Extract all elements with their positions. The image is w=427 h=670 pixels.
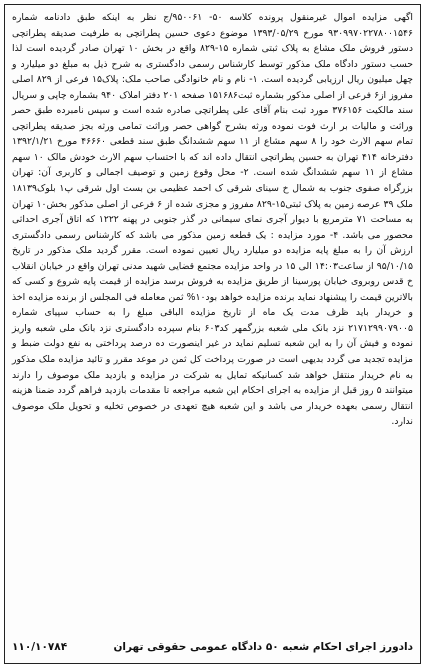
legal-notice (4, 4, 421, 664)
notice-code: ۱۱۰/۱۰۷۸۴ (12, 641, 68, 653)
issuer-signature: دادورز اجرای احکام شعبه ۵۰ دادگاه عمومی حقوقی تهران (113, 641, 413, 653)
notice-body: اگهی مزایده اموال غیرمنقول پرونده کلاسه ۵۰- ۹۵۰۰۶۱/ج نظر به اینکه طبق دادنامه شماره ۹۳۰۹۹۷۰۲۲۷۸۰۰۱۵۴۶ مورخ ۱۳۹۳/۰۵/۲۹ موضوع دعوی حسین پطراتچی به طرفیت صدیقه پطراتچی دستور فروش ملک مشاع به پلاک ثبتی شماره ۱۵-۸۲۹ واقع در بخش ۱۰ تهران صادر گردیده است لذا حسب دستور دادگاه ملک مذکور توسط کارشناس رسمی دادگستری به شرح ذیل به مبلغ دو میلیارد و چهل میلیون ریال ارزیابی گردیده است. ۱- نام و نام خانوادگی صاحب ملک: پلاک۱۵ فرعی از ۸۲۹ اصلی مفروز از۶ فرعی از اصلی مذکور بشماره ثبت۱۵۱۶۸۶ صفحه ۲۰۱ دفتر املاک ۹۴۰ بشماره چاپی و سریال سند مالکیت ۳۷۶۱۵۶ مورد ثبت بنام آقای علی پطراتچی صادره شده است و سپس نامبرده طبق حصر وراثت و مالیات بر ارث فوت نموده ورثه بشرح گواهی حصر وراثت تمامی ورثه بجز صدیقه پطراتچی تمام سهم الارث خود را ۸ سهم مشاع از ۱۱ سهم ششدانگ طبق سند قطعی ۴۶۶۶۰ مورخ ۱۳۹۲/۱/۲۱ دفترخانه ۴۱۴ تهران به حسین پطراتچی انتقال داده اند که با احتساب سهم الارث خودش مالک ۱۰ سهم مشاع از ۱۱ سهم ششدانگ شده است. ۲- محل وقوع زمین و توصیف اجمالی و کاربری آن: تهران بزرگراه صفوی جنوب به شمال خ سینای شرقی ک احمد عظیمی بن بست اول شرقی پ۱ بلوک۱۸۱۳۹ ملک ۳۹ عرصه زمین به پلاک ثبتی۱۵-۸۲۹ مفروز و مجزی شده از ۶ فرعی از اصلی مذکور بخش۱۰ تهران به مساحت ۷۱ مترمربع با دیوار آجری نمای سیمانی در گذر جنوبی در پهنه ۱۲۲۲ که اتاق آجری احداثی محصور می باشد. ۴- مورد مزایده : یک قطعه زمین مذکور می باشد که کارشناس رسمی دادگستری ارزش آن را به مبلغ پایه مزایده دو میلیارد ریال تعیین نموده است. مقرر گردید ملک مذکور در تاریخ ۹۵/۱۰/۱۵ از ساعت۱۴:۰۳ الی ۱۵ در واحد مزایده مجتمع قضایی شهید مدنی تهران واقع در خیابان انقلاب خ قدس روبروی خیابان پورسینا از طریق مزایده به فروش برسد مزایده از قیمت پایه شروع و کسی که بالاترین قیمت را پیشنهاد نماید برنده مزایده خواهد بود۱۰% ثمن معامله فی المجلس از برنده مزایده اخذ و خریدار باید ظرف مدت یک ماه از تاریخ مزایده الباقی مبلغ را به حساب سپیای شماره ۲۱۷۱۲۹۹۰۷۹۰۰۵ نزد بانک ملی شعبه بزرگمهر کد۶۰۳ بنام سپرده دادگستری نزد بانک ملی شعبه واریز نموده و فیش آن را به این شعبه تسلیم نماید در غیر اینصورت ده درصد پرداختی به نفع دولت ضبط و مزایده تجدید می گردد بدیهی است در صورت پرداخت کل ثمن در موعد مقرر و تائید مزایده ملک مذکور به نام خریدار منتقل خواهد شد کسانیکه تمایل به شرکت در مزایده و بازدید ملک موصوف را دارند میتوانند ۵ روز قبل از مزایده به اجرای احکام این شعبه مراجعه تا مقدمات بازدید فراهم گردد ضمنا هزینه انتقال رسمی بعهده خریدار می باشد و این شعبه هیچ تعهدی در خصوص تخلیه و تحویل ملک موصوف ندارد. (12, 12, 414, 428)
notice-footer (12, 641, 413, 659)
